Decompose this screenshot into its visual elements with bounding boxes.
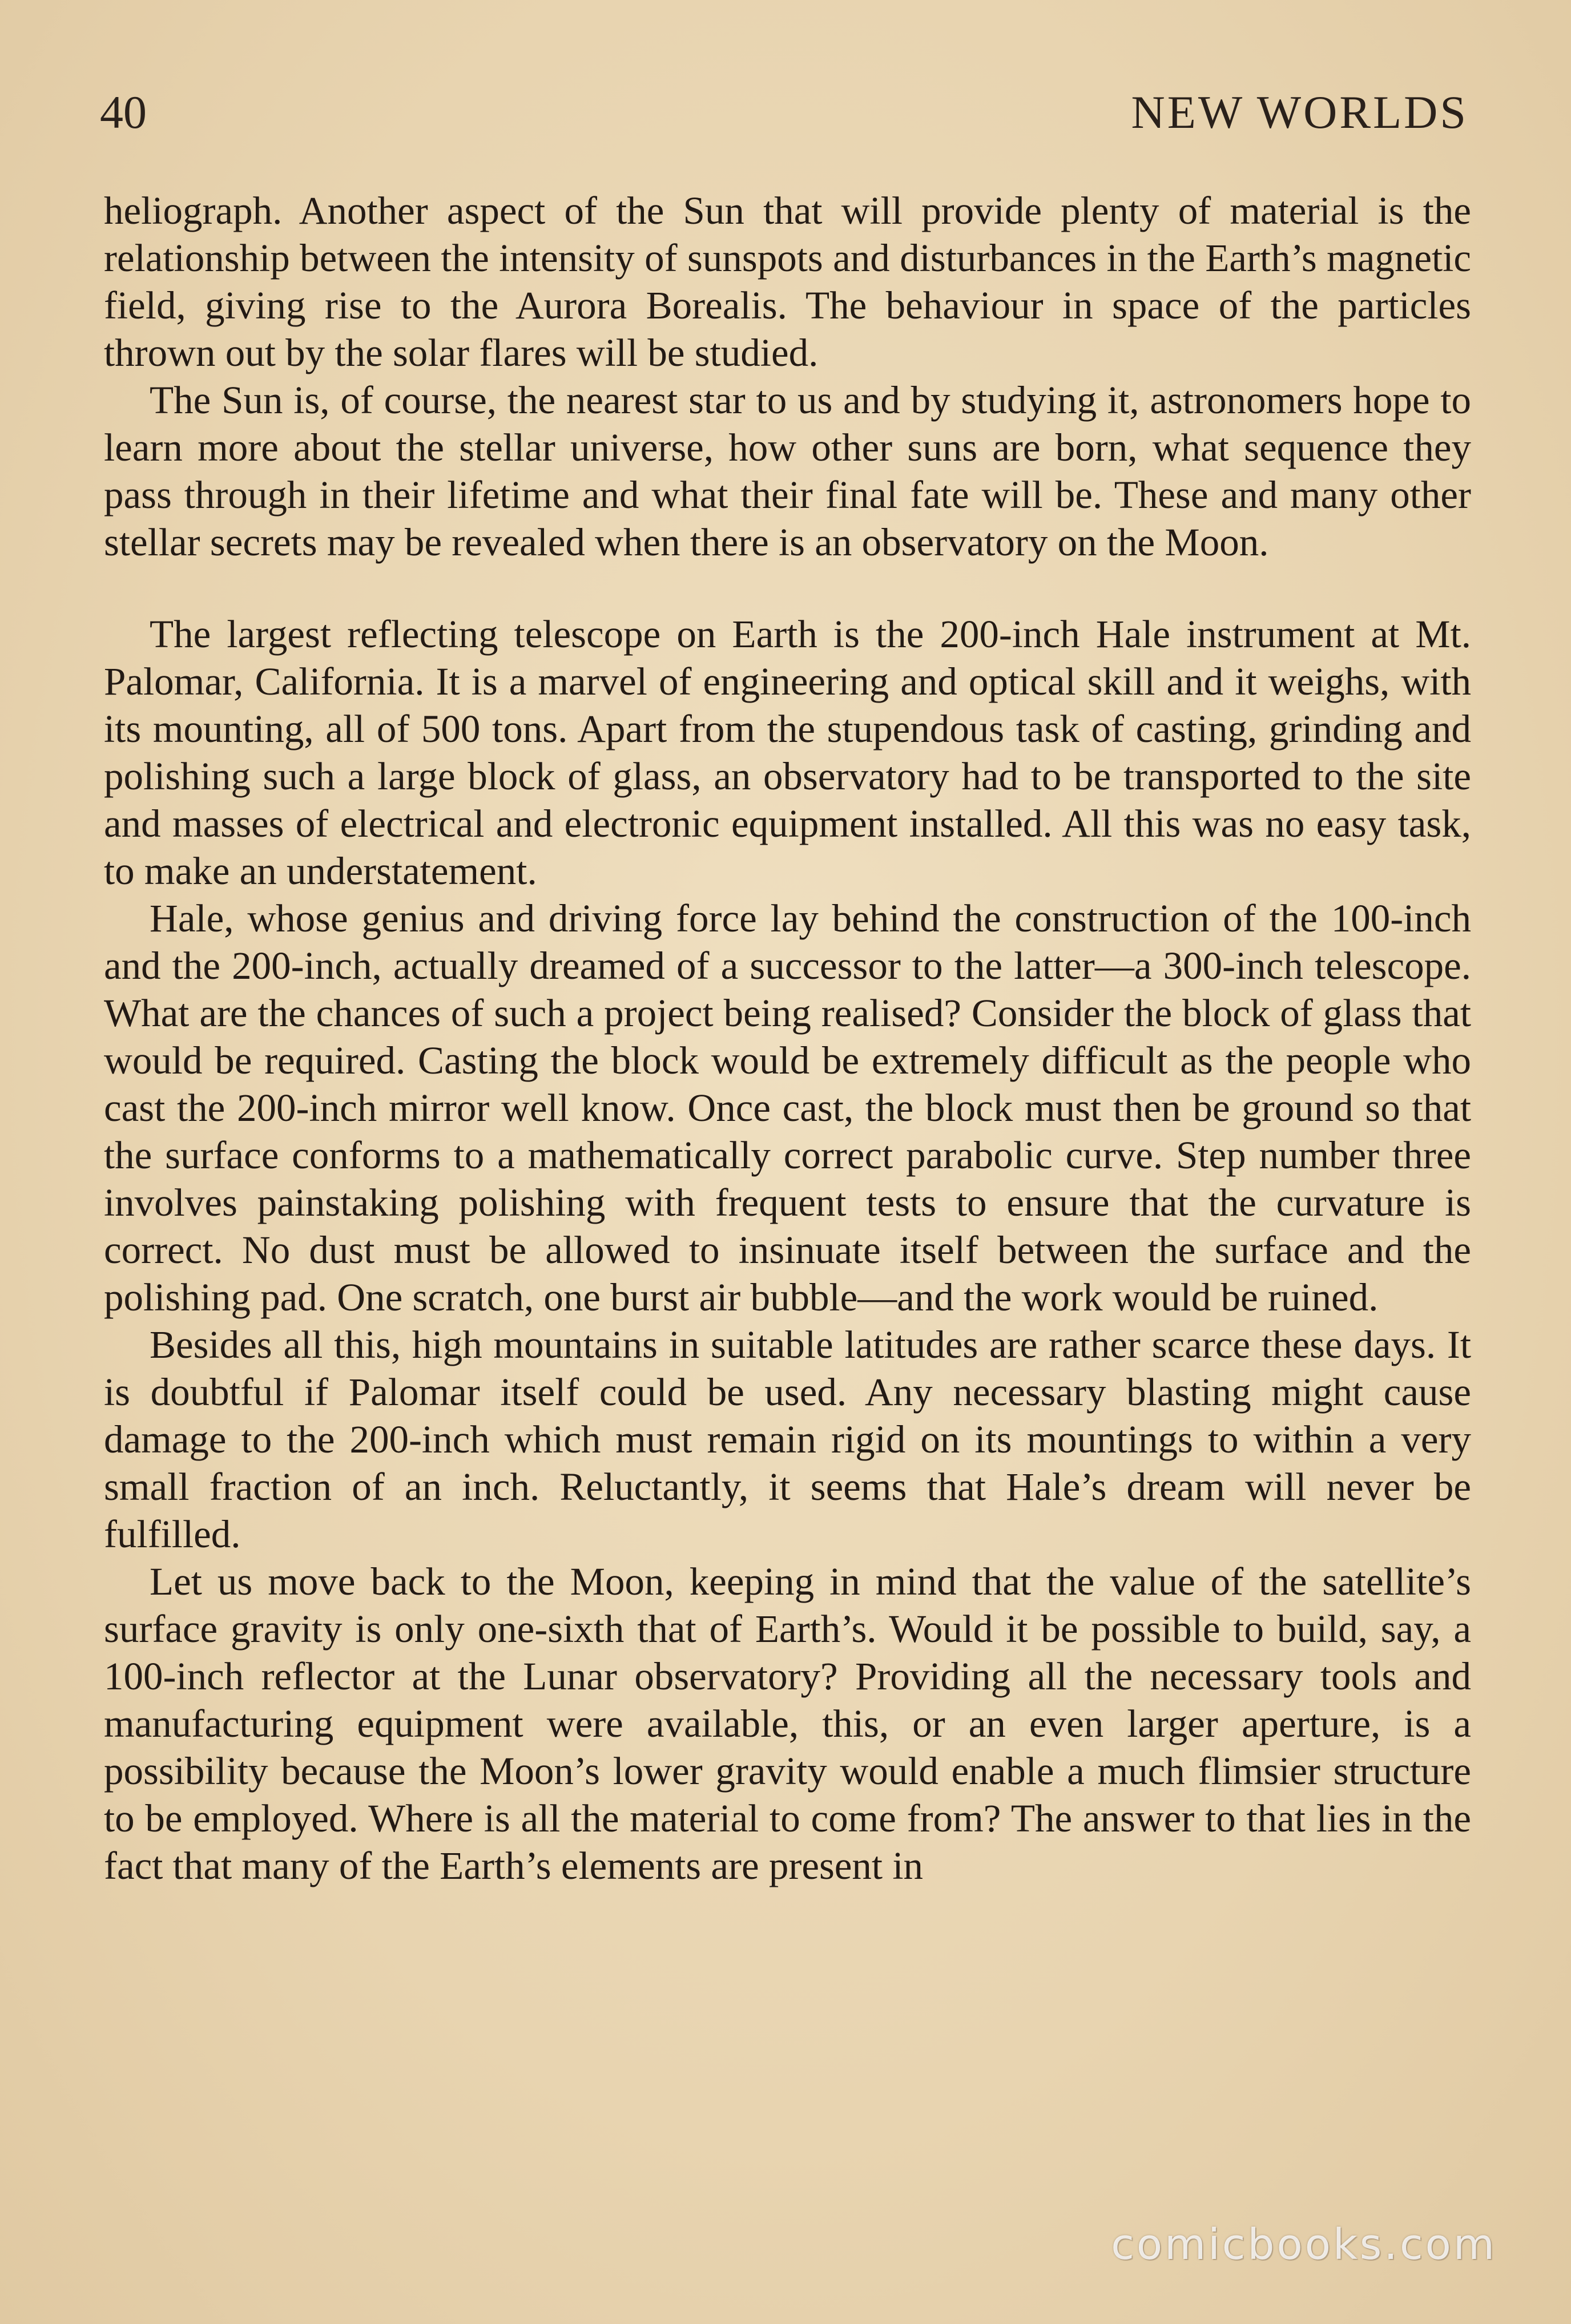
watermark: comicbooks.com — [1111, 2220, 1497, 2269]
paragraph-nearest-star: The Sun is, of course, the nearest star to us and by studying it, astronomers hope to learn more about the stellar universe, how other suns are born, what sequence they pass through in their lifetime and what their final fate will be. These and many other stellar secrets may be revealed when there is an observatory on the Moon. — [104, 378, 1471, 564]
paragraph-heliograph: heliograph. Another aspect of the Sun that will provide plenty of material is the relationship between the intensity of sunspots and disturbances in the Earth’s magnetic field, giving rise to the Aurora Borealis. The behaviour in space of the particles thrown out by the solar flares will be studied. — [104, 189, 1471, 374]
paragraph-hale-telescope: The largest reflecting telescope on Earth is the 200-inch Hale instrument at Mt. Palomar, California. It is a marvel of engineering and optical skill and it weighs, with its mounting, all of 500 tons. Apart from the stupendous task of casting, grinding and polishing such a large block of glass, an observatory had to be transported to the site and masses of electrical and electronic equipment installed. All this was no easy task, to make an understatement. — [104, 612, 1471, 893]
body-text — [104, 187, 1471, 1890]
paragraph-mountains: Besides all this, high mountains in suitable latitudes are rather scarce these days. It is doubtful if Palomar itself could be used. Any necessary blasting might cause damage to the 200-inch which must remain rigid on its mountings to within a very small fraction of an inch. Reluctantly, it seems that Hale’s dream will never be fulfilled. — [104, 1323, 1471, 1556]
page-number: 40 — [100, 86, 147, 138]
paragraph-300-inch-dream: Hale, whose genius and driving force lay behind the construction of the 100-inch and the 200-inch, actually dreamed of a successor to the latter—a 300-inch telescope. What are the chances of such a project being realised? Consider the block of glass that would be required. Casting the block would be extremely difficult as the people who cast the 200-inch mirror well know. Once cast, the block must then be ground so that the surface conforms to a mathematically correct parabolic curve. Step number three involves painstaking polishing with frequent tests to ensure that the curvature is correct. No dust must be allowed to insinuate itself between the surface and the polishing pad. One scratch, one burst air bubble—and the work would be ruined. — [104, 897, 1471, 1319]
running-head — [100, 86, 1468, 148]
running-title: NEW WORLDS — [1131, 86, 1468, 138]
section-break — [104, 566, 1471, 611]
paragraph-moon-reflector: Let us move back to the Moon, keeping in mind that the value of the satellite’s surface gravity is only one-sixth that of Earth’s. Would it be possible to build, say, a 100-inch reflector at the Lunar observatory? Providing all the necessary tools and manufacturing equipment were available, this, or an even larger aperture, is a possibility because the Moon’s lower gravity would enable a much flimsier structure to be employed. Where is all the material to come from? The answer to that lies in the fact that many of the Earth’s elements are present in — [104, 1560, 1471, 1887]
